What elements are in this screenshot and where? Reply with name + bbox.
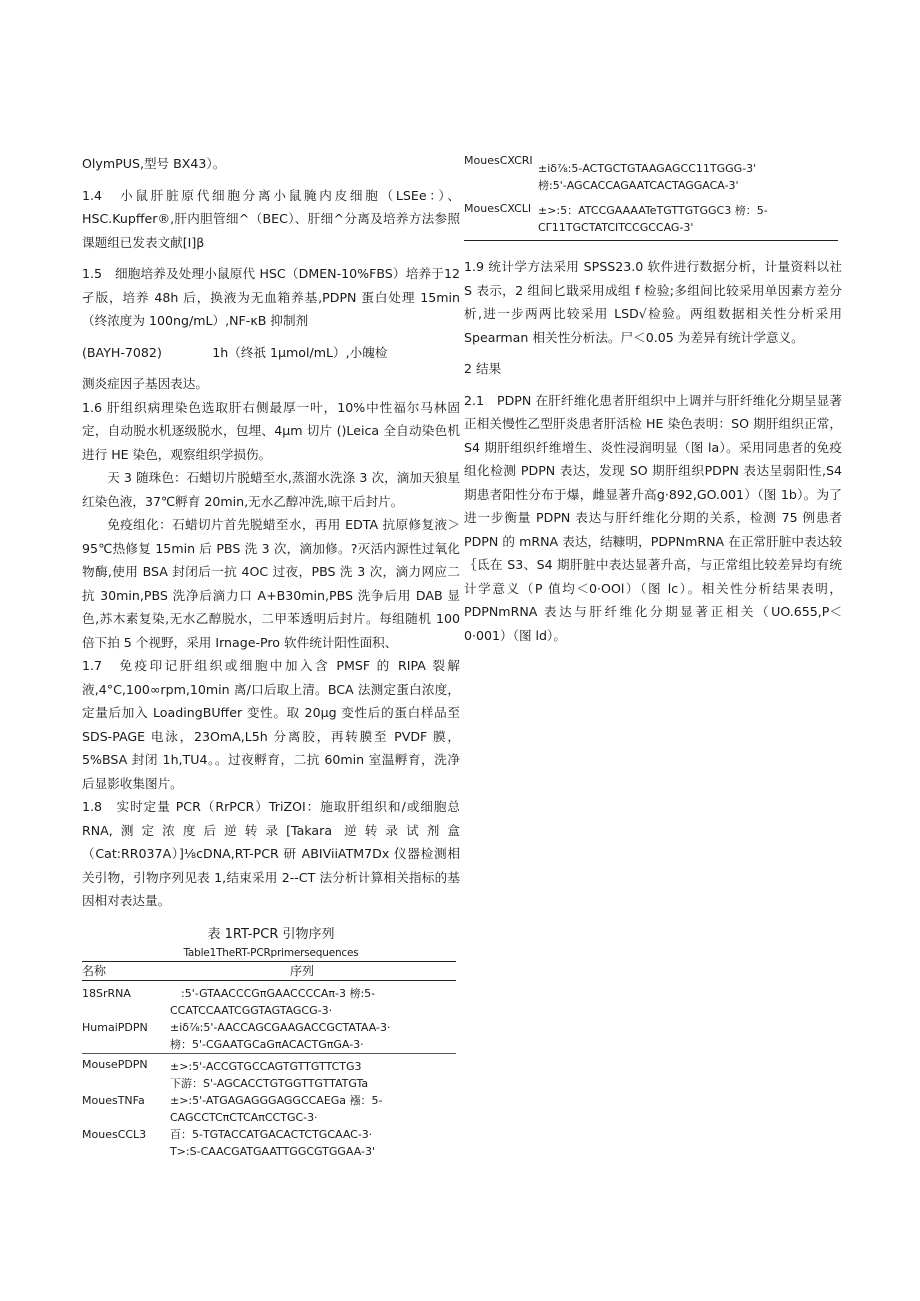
primer-seq-line: ±iδ⅞:5'-AACCAGCGAAGACCGCTATAA-3·	[170, 1020, 391, 1034]
section-1-4: 1.4 小鼠肝脏原代细胞分离小鼠腌内皮细胞（LSEe：）、HSC.Kupffer®,肝内胆管细^（BEC）、肝细^分离及培养方法参照课题组已发表文献[I]β	[82, 187, 460, 250]
primer-seq-line: 榜：5'-CGAATGCaGπACACTGπGA-3·	[170, 1037, 364, 1051]
table-header-seq: 序列	[170, 961, 456, 980]
primer-name: HumaiPDPN	[82, 1019, 170, 1054]
primer-seq	[170, 1019, 456, 1054]
primer-name: MouesCXCLI	[464, 202, 532, 215]
section-1-6: 1.6 肝组织病理染色选取肝右侧最厚一叶，10%中性福尔马林固定，自动脱水机逐级脱水，包埋、4μm 切片 ()Leica 全自动染色机进行 HE 染色，观察组织学损伤。	[82, 399, 460, 462]
primer-seq-line: CΓ11TGCTATCITCCGCCAG-3'	[538, 221, 694, 234]
table-header-name: 名称	[82, 961, 170, 980]
primer-seq-line: ±>:5'-ACCGTGCCAGTGTTGTTCTG3	[170, 1059, 362, 1073]
section-1-5-inhibitor: (BAYH-7082) 1h（终祇 1μmol/mL）,小魄检	[82, 344, 388, 360]
table-header-row	[82, 961, 456, 980]
primer-seq	[170, 980, 456, 1019]
primer-seq-line: 榜:5'-AGCACCAGAATCACTAGGACA-3'	[538, 179, 739, 192]
right-column	[464, 150, 842, 647]
primer-seq-line: ±>:5'-ATGAGAGGGAGGCCAEGa 襁：5-	[170, 1093, 383, 1107]
olympus-text: OlymPUS,型号 BX43）。	[82, 156, 226, 171]
section-1-8: 1.8 实时定量 PCR（RrPCR）TriZOI：施取肝组织和/或细胞总 RNA,测定浓度后逆转录[Takara 逆转录试剂盒（Cat:RR037A）]⅛cDNA,RT-PCR 研 ABIViiATM7Dx 仪器检测相关引物，引物序列见表 1,结束采用 2--CT 法分析计算相关指标的基因相对表达量。	[82, 799, 460, 908]
primer-seq	[170, 1053, 456, 1092]
primer-seq-line: ±iδ⅞:5-ACTGCTGTAAGAGCC11TGGG-3'	[538, 162, 757, 175]
section-2-1: 2.1 PDPN 在肝纤维化患者肝组织中上调并与肝纤维化分期呈显著正相关慢性乙型肝炎患者肝活检 HE 染色表明：SO 期肝组织正常，S4 期肝组织纤维增生、炎性浸润明显（图 la）。采用同患者的免疫组化检测 PDPN 表达，发现 SO 期肝组织PDPN 表达呈弱阳性,S4 期患者阳性分布于爆，雌显著升高g·892,GO.001）（图 1b）。为了进一步衡量 PDPN 表达与肝纤维化分期的关系，检测 75 例患者 PDPN 的 mRNA 表达，结糠明，PDPNmRNA 在正常肝脏中表达较｛氐在 S3、S4 期肝脏中表达显著升高，与正常组比较差异均有统计学意义（P 值均＜0·OOl）（图 lc）。相关性分析结果表明，PDPNmRNA 表达与肝纤维化分期显著正相关（UO.655,P＜0·001）（图 ld）。	[464, 392, 842, 643]
primer-seq-line: 百：5-TGTACCATGACACTCTGCAAC-3·	[170, 1127, 373, 1141]
primer-seq	[170, 1092, 456, 1126]
table-row	[82, 1053, 456, 1092]
primer-seq	[538, 194, 838, 241]
primer-seq-line: :5'-GTAACCCGπGAACCCCAπ-3 榜:5-	[170, 986, 376, 1000]
table-caption-cn: 表 1RT-PCR 引物序列	[207, 926, 335, 942]
he-staining-text: 天 3 随珠色：石蜡切片脱蜡至水,蒸溜水洗涤 3 次，滴加天狼星红染色液，37℃孵育 20min,无水乙醇冲洗,晾干后封片。	[82, 470, 460, 509]
primer-seq-line: ±>:5：ATCCGAAAATeTGTTGTGGC3 榜：5-	[538, 204, 768, 217]
primer-table-continued	[464, 152, 838, 241]
results-heading: 2 结果	[464, 361, 502, 376]
table-row	[464, 152, 838, 194]
left-column	[82, 152, 460, 1160]
primer-seq	[538, 152, 838, 194]
table-row	[82, 980, 456, 1019]
primer-name: MouesCXCRI	[464, 154, 533, 167]
ihc-text: 免疫组化：石蜡切片首先脱蜡至水，再用 EDTA 抗原修复液＞95℃热修复 15min 后 PBS 洗 3 次，滴加修。?灭活内源性过氧化物酶,使用 BSA 封闭后一抗 4OC 过夜，PBS 洗 3 次，滴力网应二抗 30min,PBS 洗净后滴力口 A+B30min,PBS 洗争后用 DAB 显色,苏木素复染,无水乙醇脱水，二甲苯透明后封片。每组随机 100 倍下拍 5 个视野，采用 Irnage-Pro 软件统计阳性面积、	[82, 517, 460, 650]
section-1-5-end: 测炎症因子基因表达。	[82, 376, 208, 391]
section-1-9: 1.9 统计学方法采用 SPSS23.0 软件进行数据分析，计量资料以社 S 表示，2 组间匕戢采用成组 f 检验;多组间比较采用单因素方差分析,进一步两两比较采用 LSD√检验。两组数据相关性分析采用 Spearman 相关性分析法。尸＜0.05 为差异有统计学意义。	[464, 259, 842, 345]
table-row	[82, 1126, 456, 1160]
primer-name: 18SrRNA	[82, 986, 131, 1000]
table-row	[82, 1092, 456, 1126]
table-row	[464, 194, 838, 241]
section-1-7: 1.7 免疫印记肝组织或细胞中加入含 PMSF 的 RIPA 裂解液,4°C,100∞rpm,10min 离/口后取上清。BCA 法测定蛋白浓度，定量后加入 LoadingBUffer 变性。取 20μg 变性后的蛋白样品至 SDS-PAGE 电泳，23OmA,L5h 分离胶，再转膜至 PVDF 膜，5%BSA 封闭 1h,TU4。。过夜孵育，二抗 60min 室温孵育，洗净后显影收集图片。	[82, 658, 460, 791]
primer-seq	[170, 1126, 456, 1160]
primer-seq-line: CAGCCTCπCTCAπCCTGC-3·	[170, 1110, 318, 1124]
primer-name: MouesCCL3	[82, 1127, 147, 1141]
primer-name: MousePDPN	[82, 1057, 148, 1071]
section-1-5: 1.5 细胞培养及处理小鼠原代 HSC（DMEN-10%FBS）培养于12 孑版，培养 48h 后，换液为无血箱养基,PDPN 蛋白处理 15min（终浓度为 100ng/mL）,NF-κB 抑制剂	[82, 266, 460, 328]
primer-seq-line: 下游：S'-AGCACCTGTGGTTGTTATGTa	[170, 1076, 369, 1090]
primer-seq-line: CCATCCAATCGGTAGTAGCG-3·	[170, 1003, 333, 1017]
table-row	[82, 1019, 456, 1054]
primer-name: MouesTNFa	[82, 1093, 145, 1107]
primer-seq-line: T>:S-CAACGATGAATTGGCGTGGAA-3'	[170, 1144, 376, 1158]
table-caption-en: Table1TheRT-PCRprimersequences	[183, 946, 359, 959]
primer-table	[82, 961, 456, 1160]
